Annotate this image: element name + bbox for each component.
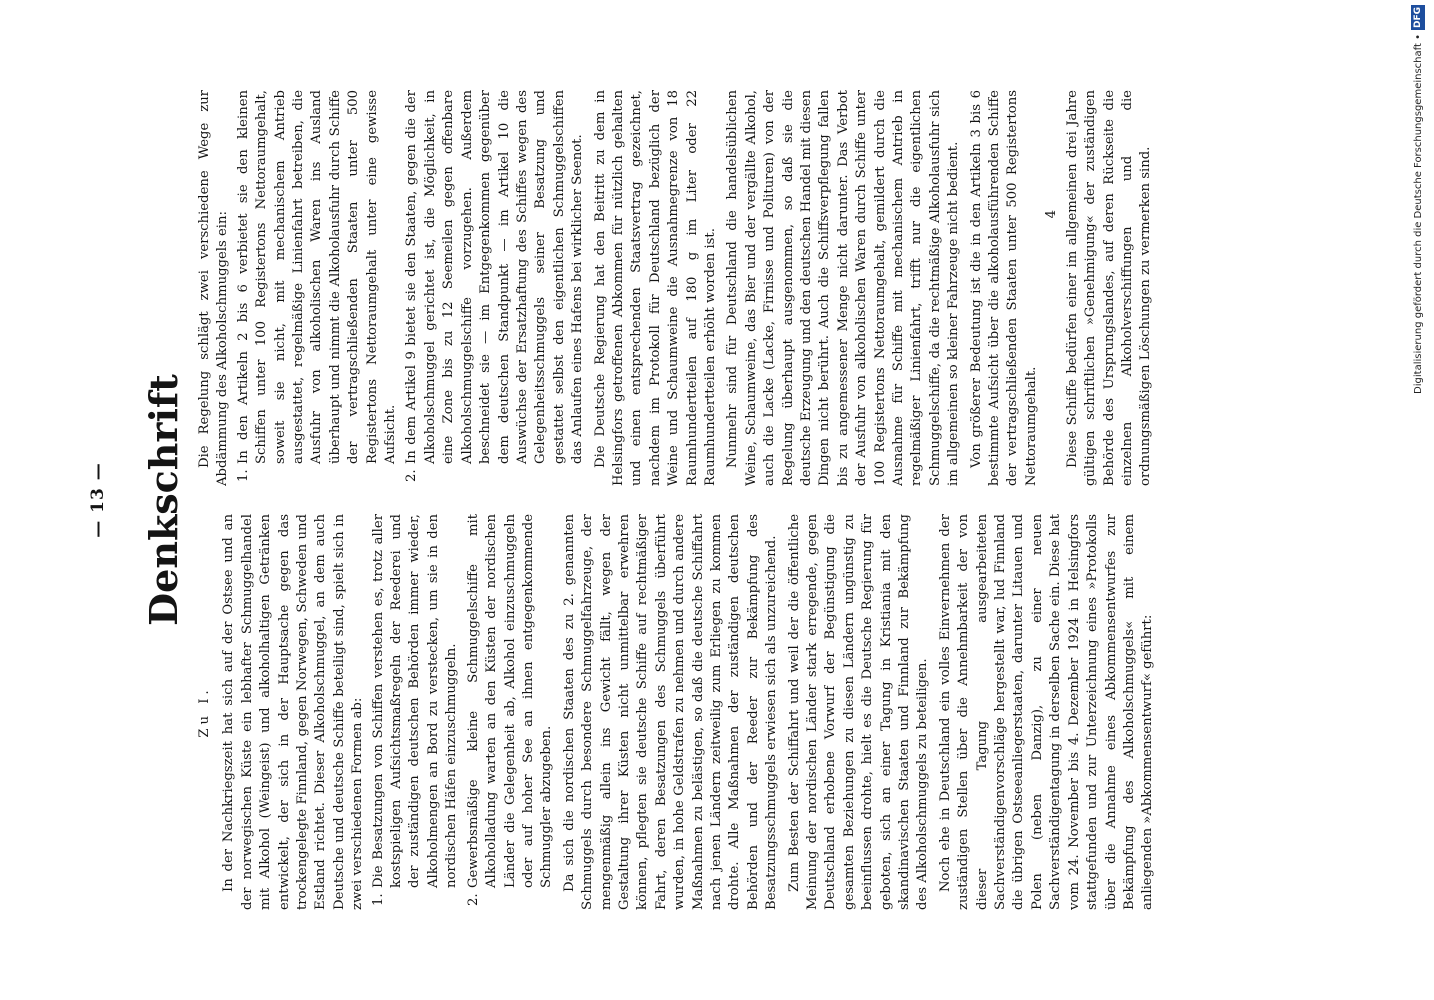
- list-item-text: In dem Artikel 9 bietet sie den Staaten, gegen die der Alkoholschmuggel gerichtet ist, die Möglichkeit, in eine Zone bis zu 12 Seemeilen gegen offenbare Alkoholschmuggelschiffe vorzugehen. Außerdem beschneidet sie — im Entgegenkommen gegenüber dem deutschen Standpunkt — im Artikel 10 die Auswüchse der Ersatzhaftung des Schiffes wegen des Gelegenheitsschmuggels seiner Besatzung und gestattet selbst den eigentlichen Schmuggelschiffen das Anlaufen eines Hafens bei wirklicher Seenot.: [404, 90, 586, 464]
- body-paragraph: Von größerer Bedeutung ist die in den Artikeln 3 bis 6 bestimmte Aufsicht über die alkoholausführenden Schiffe der vertragschließenden Staaten unter 500 Registertons Nettoraumgehalt.: [968, 90, 1039, 486]
- body-paragraph: Noch ehe in Deutschland ein volles Einvernehmen der zuständigen Stellen über die Annehmbarkeit der von dieser Tagung ausgearbeiteten Sachverständigenvorschläge hergestellt war, lud Finnland die übrigen Ostseeanliegerstaaten, darunter Litauen und Polen (neben Danzig), zu einer neuen Sachverständigentagung in derselben Sache ein. Diese hat vom 24. November bis 4. Dezember 1924 in Helsingfors stattgefunden und zur Unterzeichnung eines »Protokolls über die Annahme eines Abkommensentwurfes zur Bekämpfung des Alkoholschmuggels« mit einem anliegenden »Abkommensentwurf« geführt:: [937, 514, 1156, 910]
- list-item-number: 2.: [404, 469, 420, 482]
- left-intro-paragraph: In der Nachkriegszeit hat sich auf der Ostsee und an der norwegischen Küste ein lebhafter Schmuggelhandel mit Alkohol (Weingeist) und alkoholhaltigen Getränken entwickelt, der sich in der Hauptsache gegen das trockengelegte Finnland, gegen Norwegen, Schweden und Estland richtet. Dieser Alkoholschmuggel, an dem auch Deutsche und deutsche Schiffe beteiligt sind, spielt sich in zwei verschiedenen Formen ab:: [221, 514, 366, 910]
- list-item: [465, 514, 557, 910]
- section-heading: Zu I.: [197, 686, 212, 738]
- body-paragraph: Nunmehr sind für Deutschland die handelsüblichen Weine, Schaumweine, das Bier und der vergällte Alkohol, auch die Lacke (Lacke, Firnisse und Polituren) von der Regelung überhaupt ausgenommen, so daß sie die deutsche Erzeugung und den deutschen Handel mit diesen Dingen nicht berührt. Auch die Schiffsverpflegung fallen bis zu angemessener Menge nicht darunter. Das Verbot der Ausfuhr von alkoholischen Waren durch Schiffe unter 100 Registertons Nettoraumgehalt, gemildert durch die Ausnahme für Schiffe mit mechanischem Antrieb in regelmäßiger Linienfahrt, trifft nur die eigentlichen Schmuggelschiffe, da die rechtmäßige Alkoholausfuhr sich im allgemeinen so kleiner Fahrzeuge nicht bedient.: [725, 90, 962, 486]
- digitization-credit-line: [1405, 5, 1431, 995]
- right-intro-paragraph: Die Regelung schlägt zwei verschiedene Wege zur Abdämmung des Alkoholschmuggels ein:: [197, 90, 231, 486]
- document-title: Denkschrift: [141, 374, 186, 626]
- credit-text: Digitalisierung gefördert durch die Deutsche Forschungsgemeinschaft •: [1412, 34, 1424, 394]
- closing-paragraph: Diese Schiffe bedürfen einer im allgemeinen drei Jahre gültigen schriftlichen »Genehmigung« der zuständigen Behörde des Ursprungslandes, auf deren Rückseite die einzelnen Alkoholverschiffungen und die ordnungsmäßigen Löschungen zu vermerken sind.: [1064, 90, 1154, 486]
- rotated-text-block: [88, 90, 1328, 910]
- list-item-number: 1.: [370, 893, 386, 906]
- right-text-column: [196, 90, 1324, 486]
- body-paragraph: Zum Besten der Schiffahrt und weil der die öffentliche Meinung der nordischen Länder stark erregende, gegen Deutschland erhobene Vorwurf der Begünstigung die gesamten Beziehungen zu diesen Ländern ungünstig zu beeinflussen drohte, hielt es die Deutsche Regierung für geboten, sich an einer Tagung in Kristiania mit den skandinavischen Staaten und Finnland zur Bekämpfung des Alkoholschmuggels zu beteiligen.: [786, 514, 931, 910]
- list-item-number: 2.: [465, 893, 481, 906]
- left-numbered-list: [370, 514, 557, 910]
- list-item: [403, 90, 587, 486]
- list-item: [235, 90, 401, 486]
- page-number: — 13 —: [88, 462, 108, 538]
- list-item-text: In den Artikeln 2 bis 6 verbietet sie den kleinen Schiffen unter 100 Registertons Nettoraumgehalt, soweit sie nicht, mit mechanischem Antrieb ausgestattet, regelmäßige Linienfahrt betreiben, die Ausfuhr von alkoholischen Waren ins Ausland überhaupt und nimmt die Alkoholausfuhr durch Schiffe der vertragschließenden Staaten unter 500 Registertons Nettoraumgehalt unter eine gewisse Aufsicht.: [235, 90, 399, 464]
- dfg-logo: DFG: [1413, 7, 1423, 29]
- body-paragraph: Da sich die nordischen Staaten des zu 2. genannten Schmuggels durch besondere Schmuggelfahrzeuge, der mengenmäßig allein ins Gewicht fällt, wegen der Gestaltung ihrer Küsten nicht unmittelbar erwehren können, pflegten sie deutsche Schiffe auf rechtmäßiger Fahrt, deren Besatzungen des Schmuggels überführt wurden, in hohe Geldstrafen zu nehmen und durch andere Maßnahmen zu belästigen, so daß die deutsche Schiffahrt nach jenen Ländern zeitweilig zum Erliegen zu kommen drohte. Alle Maßnahmen der zuständigen deutschen Behörden und der Reeder zur Bekämpfung des Besatzungsschmuggels erwiesen sich als unzureichend.: [561, 514, 780, 910]
- right-numbered-list: [235, 90, 588, 486]
- body-paragraph: Die Deutsche Regierung hat den Beitritt zu dem in Helsingfors getroffenen Abkommen für nützlich gehalten und einen entsprechenden Staatsvertrag gezeichnet, nachdem im Protokoll für Deutschland bezüglich der Weine und Schaumweine die Ausnahmegrenze von 18 Raumhundertteilen auf 180 g im Liter oder 22 Raumhundertteilen erhöht worden ist.: [592, 90, 718, 486]
- list-item: [370, 514, 462, 910]
- list-item-text: Die Besatzungen von Schiffen verstehen es, trotz aller kostspieligen Aufsichtsmaßregeln der Reederei und der zuständigen deutschen Behörden immer wieder, Alkoholmengen an Bord zu verstecken, um sie in den nordischen Häfen einzuschmuggeln.: [370, 514, 460, 888]
- list-item-text: Gewerbsmäßige kleine Schmuggelschiffe mit Alkoholladung warten an den Küsten der nordischen Länder die Gelegenheit ab, Alkohol einzuschmuggeln oder auf hoher See an ihnen entgegenkommende Schmuggler abzugeben.: [465, 514, 555, 888]
- digitization-credit: [1405, 5, 1431, 995]
- list-item-number: 1.: [235, 469, 251, 482]
- sheet-signature-mark: 4: [1044, 210, 1060, 219]
- left-text-column: [196, 514, 1324, 910]
